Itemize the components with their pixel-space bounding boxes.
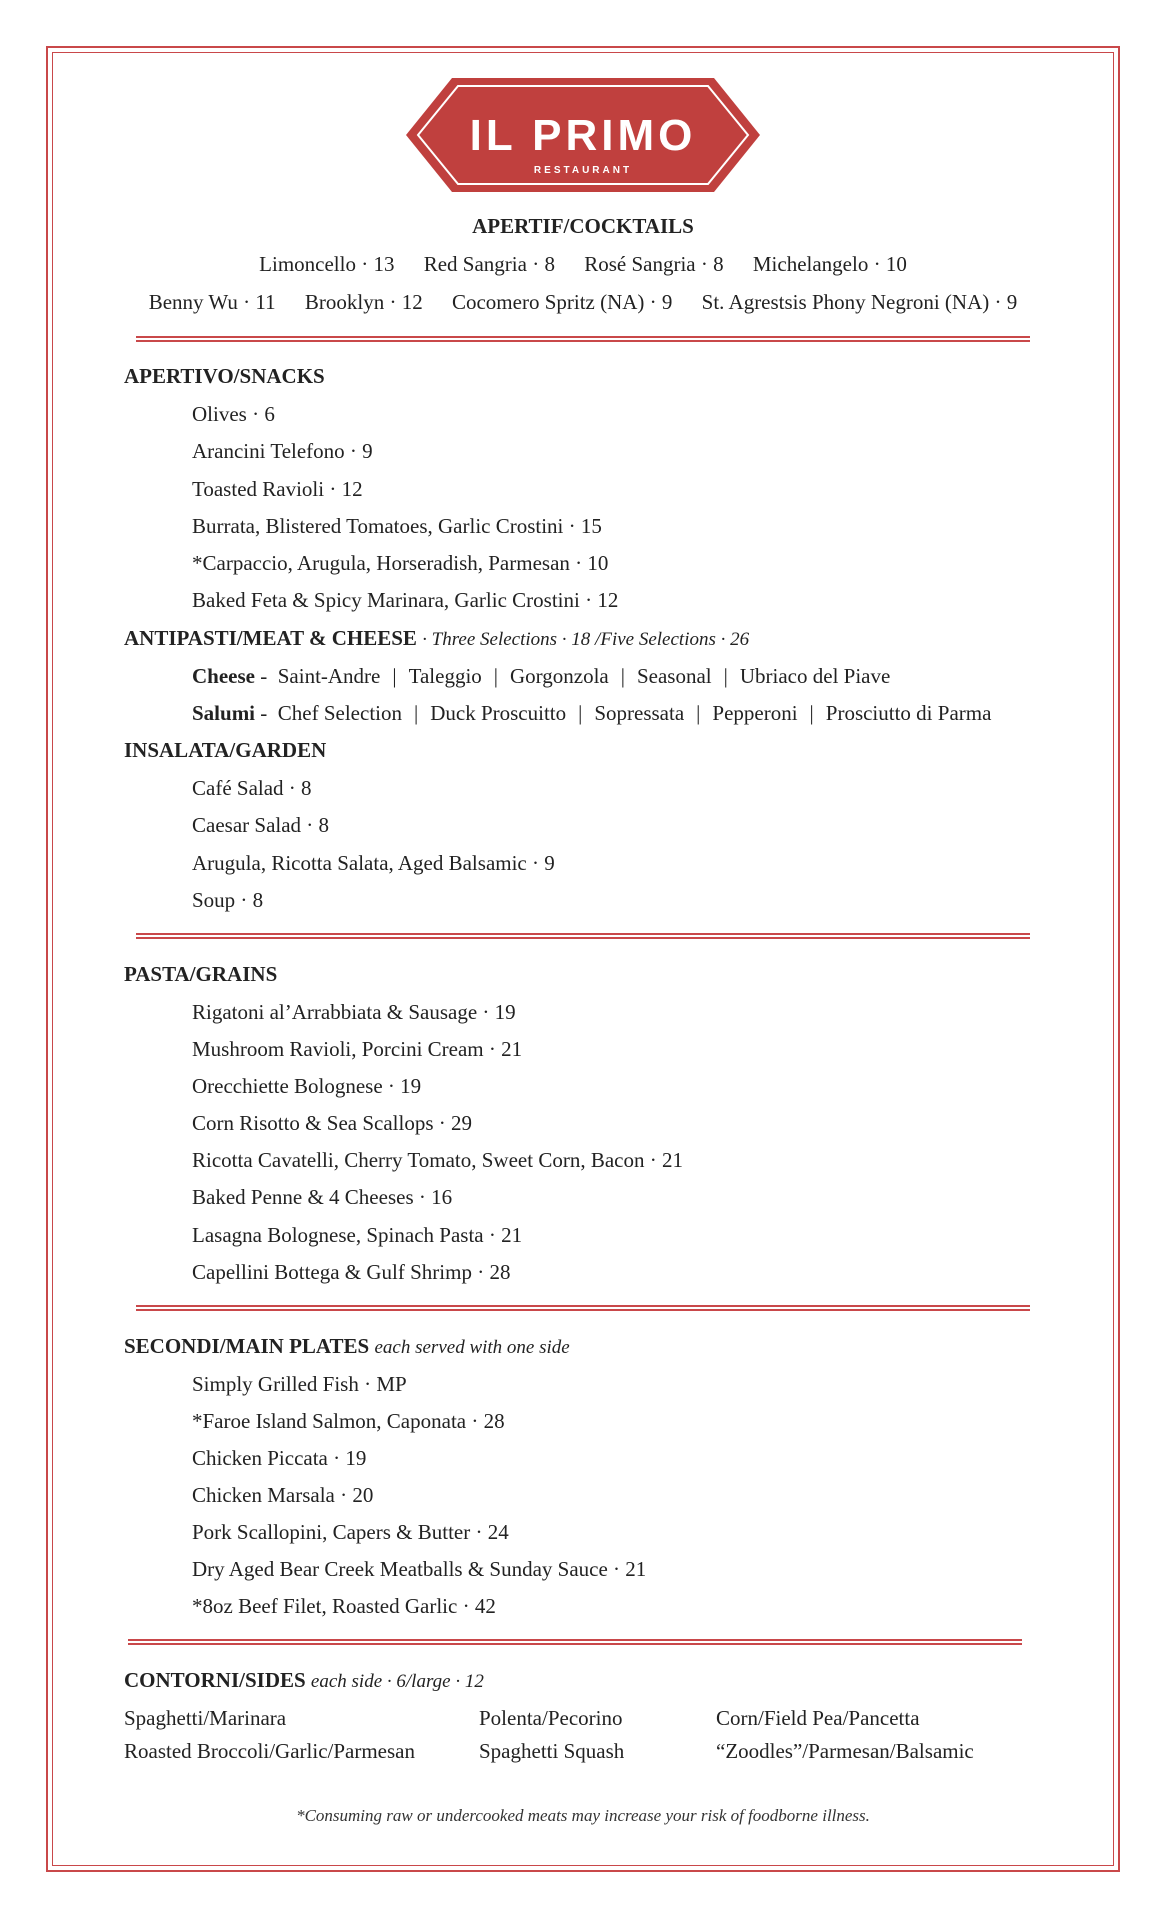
cheese-row: Cheese - Saint-Andre | Taleggio | Gorgonzola | Seasonal | Ubriaco del Piave [192,664,891,688]
cocktails-heading: APERTIF/COCKTAILS [472,214,694,238]
section-divider [136,336,1030,342]
cocktail-item: Limoncello · 13 [259,252,395,276]
section-divider [136,933,1030,939]
il-primo-logo [404,74,762,196]
antipasti-note: · Three Selections · 18 /Five Selections · 26 [422,629,750,650]
menu-item: Ricotta Cavatelli, Cherry Tomato, Sweet Corn, Bacon · 21 [192,1148,683,1172]
section-divider [136,1305,1030,1311]
salumi-option: Sopressata [594,701,685,725]
menu-item: Chicken Piccata · 19 [192,1446,367,1470]
menu-item: Orecchiette Bolognese · 19 [192,1074,422,1098]
pasta-heading: PASTA/GRAINS [124,962,278,986]
cocktail-item: St. Agrestsis Phony Negroni (NA) · 9 [701,290,1018,314]
salumi-option: Prosciutto di Parma [825,701,992,725]
cheese-label: Cheese [192,664,255,688]
side-item: Spaghetti/Marinara [124,1706,287,1730]
cheese-option: Gorgonzola [510,664,609,688]
secondi-heading [124,1334,570,1359]
cheese-option: Ubriaco del Piave [739,664,891,688]
menu-item: Toasted Ravioli · 12 [192,477,363,501]
side-item: Corn/Field Pea/Pancetta [716,1706,920,1730]
secondi-title: SECONDI/MAIN PLATES [124,1334,370,1358]
cocktail-item: Benny Wu · 11 [148,290,276,314]
menu-item: *Faroe Island Salmon, Caponata · 28 [192,1409,505,1433]
menu-item: Capellini Bottega & Gulf Shrimp · 28 [192,1260,511,1284]
salumi-option: Chef Selection [277,701,402,725]
menu-item: Burrata, Blistered Tomatoes, Garlic Crostini · 15 [192,514,602,538]
menu-item: Simply Grilled Fish · MP [192,1372,407,1396]
secondi-note: each served with one side [374,1337,570,1358]
cheese-option: Seasonal [636,664,712,688]
menu-item: Caesar Salad · 8 [192,813,330,837]
menu-item: Arancini Telefono · 9 [192,439,373,463]
antipasti-title: ANTIPASTI/MEAT & CHEESE [124,626,417,650]
antipasti-heading [124,626,749,651]
salumi-option: Duck Proscuitto [430,701,567,725]
cocktails-row-1 [0,252,1166,277]
logo-subtitle: RESTAURANT [533,165,633,176]
salumi-row: Salumi - Chef Selection | Duck Proscuitto | Sopressata | Pepperoni | Prosciutto di Parma [192,701,992,725]
cocktails-row-2 [0,290,1166,315]
menu-item: Olives · 6 [192,402,275,426]
cheese-option: Taleggio [408,664,482,688]
menu-item: Dry Aged Bear Creek Meatballs & Sunday Sauce · 21 [192,1557,647,1581]
snacks-heading: APERTIVO/SNACKS [124,364,325,388]
cheese-option: Saint-Andre [277,664,381,688]
cocktail-item: Brooklyn · 12 [304,290,423,314]
menu-item: Pork Scallopini, Capers & Butter · 24 [192,1520,509,1544]
cocktail-item: Rosé Sangria · 8 [584,252,724,276]
side-item: Roasted Broccoli/Garlic/Parmesan [124,1739,415,1763]
cocktail-item: Michelangelo · 10 [752,252,907,276]
menu-item: Chicken Marsala · 20 [192,1483,374,1507]
menu-item: Lasagna Bolognese, Spinach Pasta · 21 [192,1223,523,1247]
menu-item: Corn Risotto & Sea Scallops · 29 [192,1111,472,1135]
menu-item: Soup · 8 [192,888,264,912]
menu-item: Arugula, Ricotta Salata, Aged Balsamic · 9 [192,851,555,875]
menu-item: *Carpaccio, Arugula, Horseradish, Parmesan · 10 [192,551,609,575]
side-item: “Zoodles”/Parmesan/Balsamic [716,1739,974,1763]
section-divider [128,1639,1022,1645]
menu-item: Baked Penne & 4 Cheeses · 16 [192,1185,453,1209]
side-item: Spaghetti Squash [479,1739,625,1763]
salumi-label: Salumi [192,701,256,725]
salumi-option: Pepperoni [712,701,798,725]
cocktail-item: Cocomero Spritz (NA) · 9 [451,290,673,314]
sides-title: CONTORNI/SIDES [124,1668,306,1692]
side-item: Polenta/Pecorino [479,1706,623,1730]
insalata-heading: INSALATA/GARDEN [124,738,327,762]
sides-note: each side · 6/large · 12 [310,1671,484,1692]
sides-heading [124,1668,484,1693]
logo-name: IL PRIMO [469,111,697,160]
menu-item: Baked Feta & Spicy Marinara, Garlic Crostini · 12 [192,588,619,612]
menu-item: Mushroom Ravioli, Porcini Cream · 21 [192,1037,523,1061]
health-disclaimer: *Consuming raw or undercooked meats may increase your risk of foodborne illness. [296,1806,870,1825]
cocktail-item: Red Sangria · 8 [423,252,555,276]
menu-item: *8oz Beef Filet, Roasted Garlic · 42 [192,1594,496,1618]
menu-item: Rigatoni al’Arrabbiata & Sausage · 19 [192,1000,516,1024]
menu-item: Café Salad · 8 [192,776,312,800]
